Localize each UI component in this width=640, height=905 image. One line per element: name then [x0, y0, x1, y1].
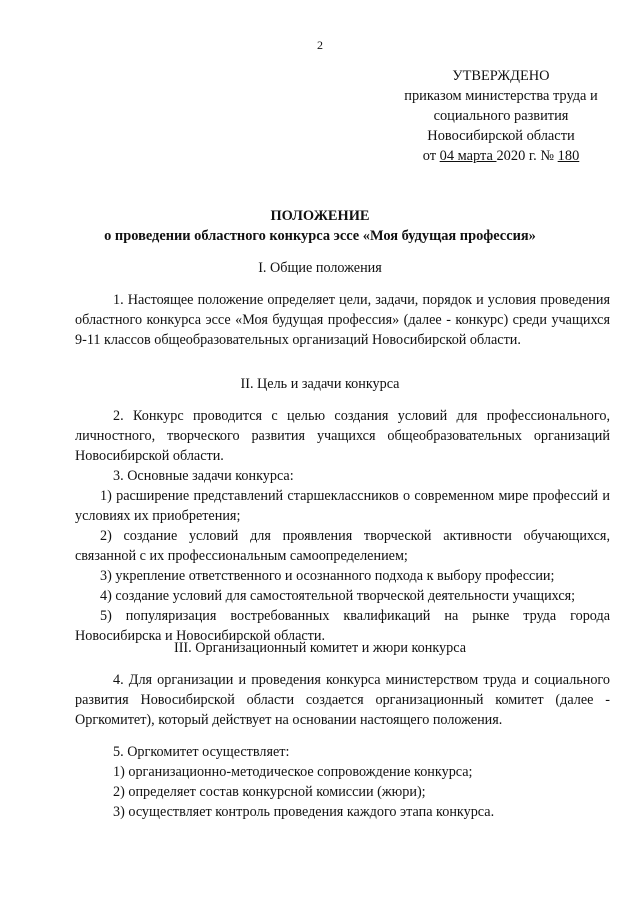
list-item: 2) определяет состав конкурсной комиссии (жюри); [113, 784, 426, 800]
list-item: 1) расширение представлений старшеклассников о современном мире профессий и условиях их приобретения; [75, 488, 610, 524]
approval-line: приказом министерства труда и [404, 88, 598, 104]
paragraph-1: 1. Настоящее положение определяет цели, задачи, порядок и условия проведения областного конкурса эссе «Моя будущая профессия» (далее - конкурс) среди учащихся 9-11 классов общеобразовательных организаций Новосибирской области. [75, 292, 610, 348]
page-number: 2 [317, 38, 323, 52]
approval-heading: УТВЕРЖДЕНО [452, 68, 550, 84]
document-subtitle: о проведении областного конкурса эссе «Моя будущая профессия» [104, 228, 536, 244]
list-item: 3) осуществляет контроль проведения каждого этапа конкурса. [113, 804, 495, 820]
document-title: ПОЛОЖЕНИЕ [270, 208, 370, 224]
approval-line: социального развития [433, 108, 569, 124]
date-prefix: от [422, 148, 440, 164]
section-heading-1: I. Общие положения [258, 260, 382, 276]
paragraph-2: 2. Конкурс проводится с целью создания условий для профессионального, личностного, творческого развития учащихся общеобразовательных организаций Новосибирской области. [75, 408, 610, 464]
approval-block [390, 66, 612, 166]
list-item: 5) популяризация востребованных квалификаций на рынке труда города Новосибирска и Новосибирской области. [75, 608, 610, 644]
section-heading-2: II. Цель и задачи конкурса [240, 376, 400, 392]
date-suffix: 2020 г. № [496, 148, 558, 164]
list-item: 3) укрепление ответственного и осознанного подхода к выбору профессии; [100, 568, 555, 584]
section-heading-3: III. Организационный комитет и жюри конкурса [173, 640, 467, 656]
order-date: 04 марта [439, 148, 497, 164]
approval-line: Новосибирской области [427, 128, 575, 144]
paragraph-4: 4. Для организации и проведения конкурса министерством труда и социального развития Новосибирской области создается организационный комитет (далее - Оргкомитет), который действует на основании настоящего положения. [75, 672, 610, 728]
paragraph-5: 5. Оргкомитет осуществляет: [113, 744, 290, 760]
approval-date-line [390, 146, 612, 166]
list-item: 2) создание условий для проявления творческой активности обучающихся, связанной с их профессиональным самоопределением; [75, 528, 610, 564]
paragraph-3: 3. Основные задачи конкурса: [113, 468, 294, 484]
order-number: 180 [557, 148, 580, 164]
list-item: 1) организационно-методическое сопровождение конкурса; [113, 764, 473, 780]
list-item: 4) создание условий для самостоятельной творческой деятельности учащихся; [100, 588, 576, 604]
